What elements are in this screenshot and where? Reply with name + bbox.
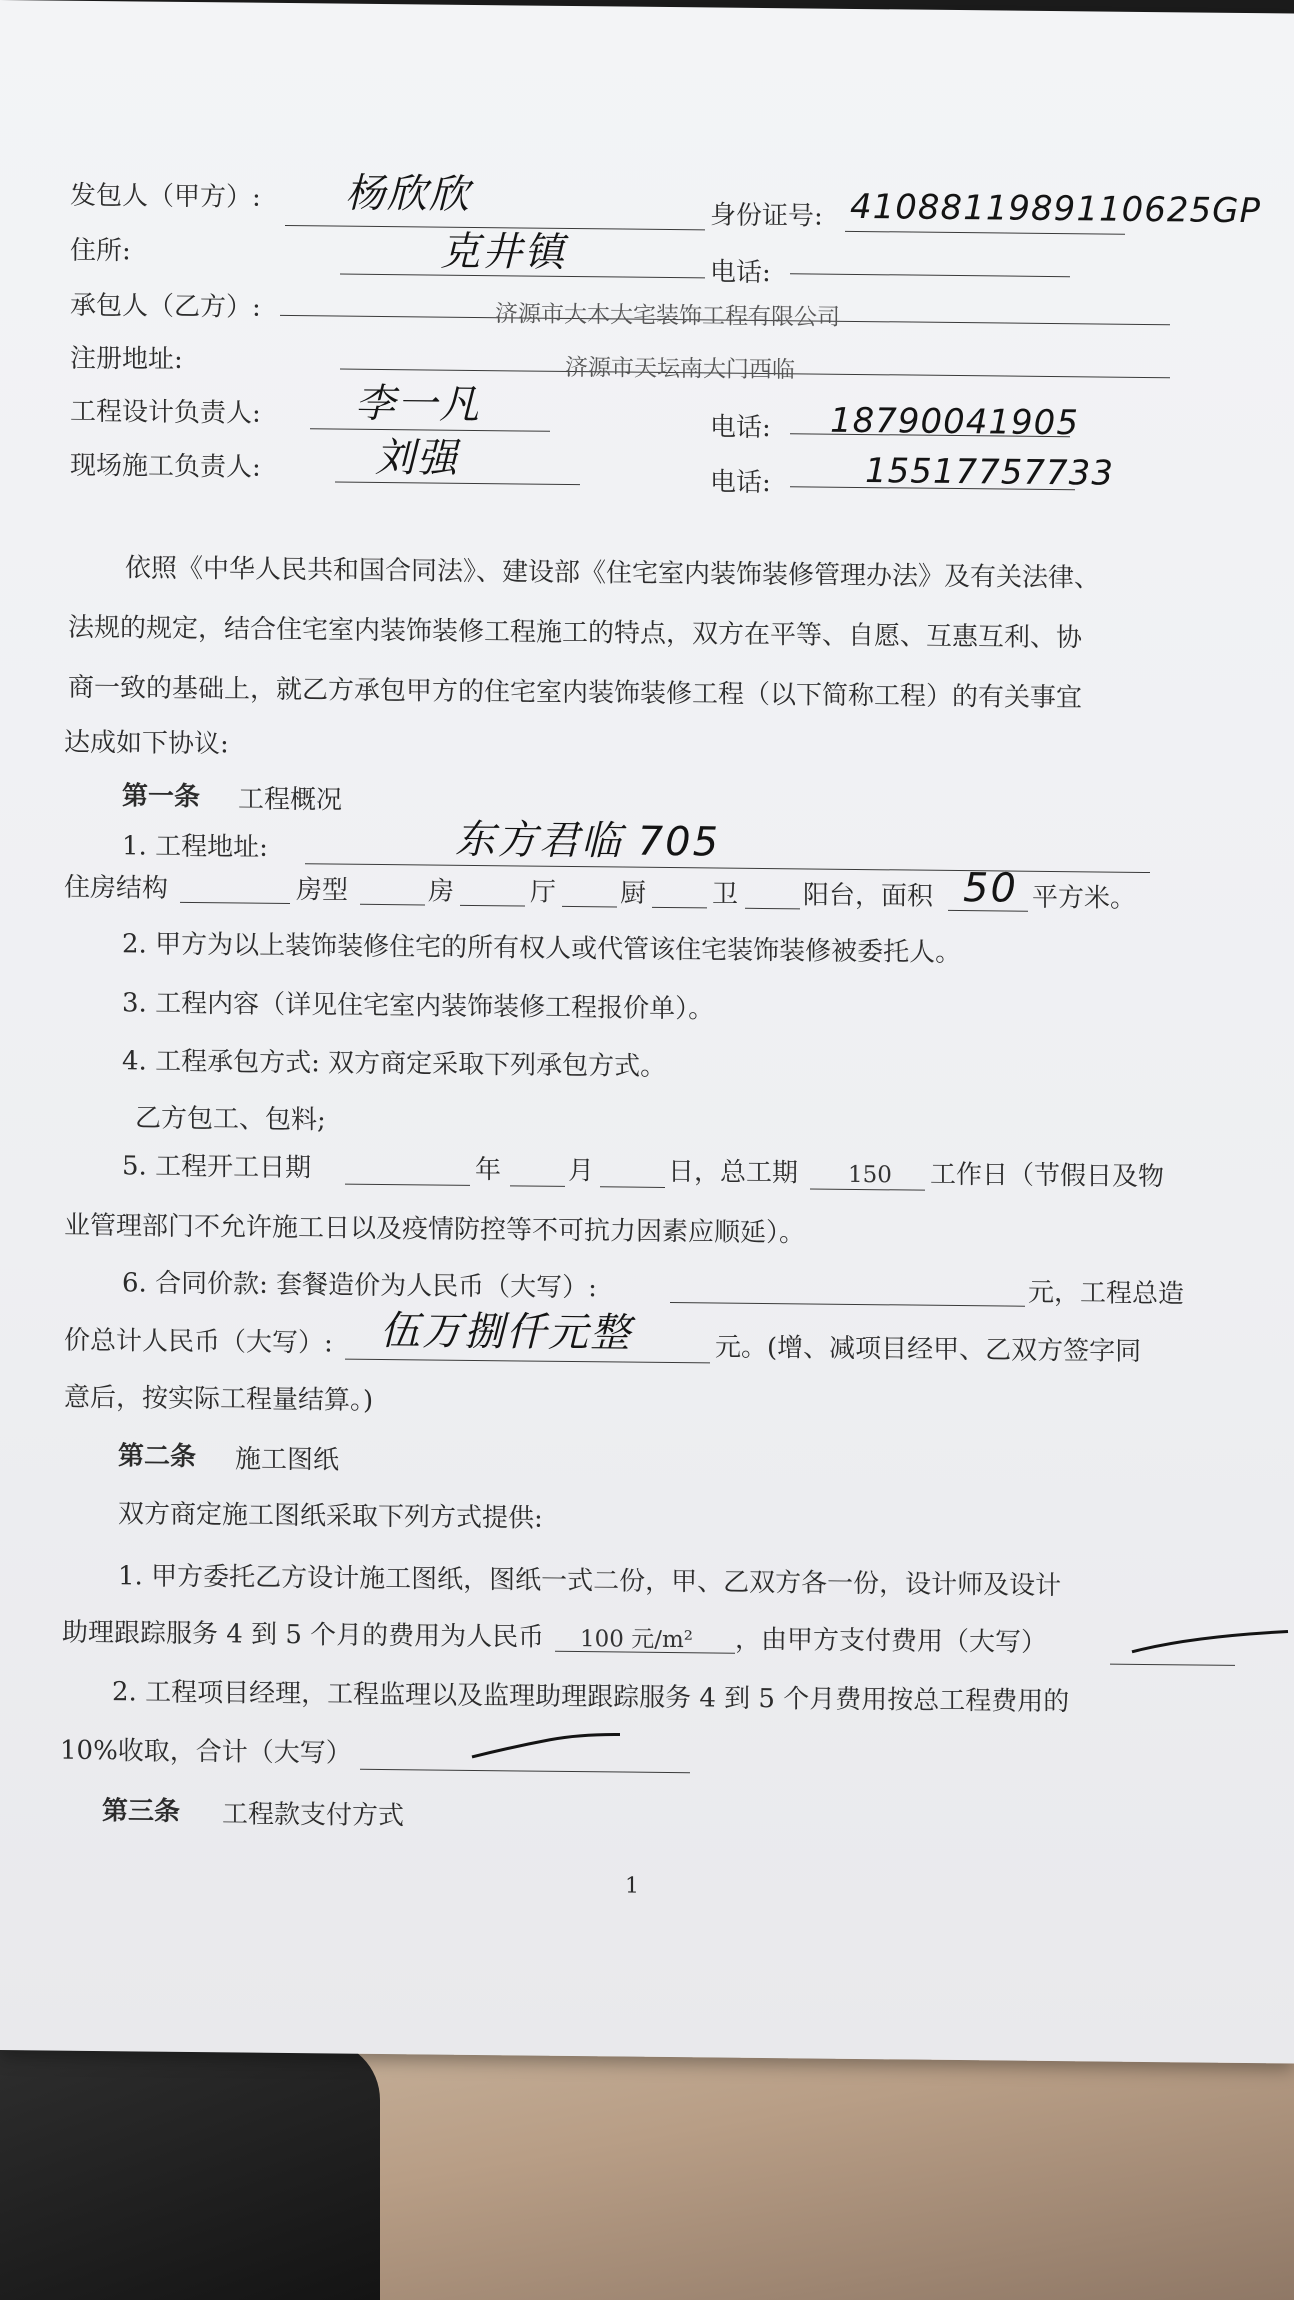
contractor-label: 承包人（乙方）: — [70, 290, 261, 323]
address-value: 克井镇 — [440, 228, 566, 276]
total-price-note: 元。(增、减项目经甲、乙双方签字同 — [715, 1332, 1142, 1367]
area-unit: 平方米。 — [1032, 882, 1137, 914]
site-manager-value: 刘强 — [375, 434, 459, 482]
start-date-label: 5. 工程开工日期 — [122, 1151, 312, 1184]
article2-item2-line2: 10%收取，合计（大写） — [60, 1735, 352, 1769]
intro-line-1: 依照《中华人民共和国合同法》、建设部《住宅室内装饰装修管理办法》及有关法律、 — [125, 553, 1101, 594]
contractor-value: 济源市大木大宅装饰工程有限公司 — [495, 301, 840, 331]
phone-label-3: 电话: — [710, 467, 771, 499]
article1-number: 第一条 — [122, 781, 201, 813]
designer-underline — [310, 428, 550, 432]
article2-intro: 双方商定施工图纸采取下列方式提供: — [118, 1499, 543, 1534]
total-price-underline — [345, 1359, 710, 1364]
structure-blank — [180, 902, 290, 904]
year-label: 年 — [475, 1154, 502, 1186]
article1-title: 工程概况 — [238, 784, 343, 816]
month-label: 月 — [568, 1155, 595, 1187]
design-fee-value: 100 元/m² — [580, 1626, 693, 1654]
hall-label: 厅 — [530, 877, 557, 908]
kitchen-label: 厨 — [620, 878, 647, 909]
article2-number: 第二条 — [118, 1441, 197, 1473]
bath-blank — [745, 908, 800, 910]
project-address-underline — [305, 863, 1150, 873]
area-value: 50 — [963, 865, 1018, 912]
article2-item1-line1: 1. 甲方委托乙方设计施工图纸，图纸一式二份，甲、乙双方各一份，设计师及设计 — [118, 1561, 1062, 1602]
intro-line-2: 法规的规定，结合住宅室内装饰装修工程施工的特点，双方在平等、自愿、互惠互利、协 — [68, 612, 1083, 654]
bath-label: 卫 — [712, 879, 739, 910]
article3-number: 第三条 — [102, 1796, 181, 1827]
designer-label: 工程设计负责人: — [70, 396, 261, 429]
project-address-value: 东方君临 705 — [455, 816, 721, 866]
id-value: 4108811989110625GP — [850, 186, 1261, 232]
workday-note: 工作日（节假日及物 — [930, 1159, 1165, 1193]
article1-item4: 4. 工程承包方式: 双方商定采取下列承包方式。 — [122, 1046, 667, 1082]
year-blank — [345, 1184, 470, 1186]
employer-label: 发包人（甲方）: — [70, 180, 261, 213]
package-price-blank — [670, 1302, 1025, 1307]
start-date-line-2: 业管理部门不允许施工日以及疫情防控等不可抗力因素应顺延）。 — [64, 1210, 806, 1249]
article2-title: 施工图纸 — [235, 1444, 340, 1476]
employer-value: 杨欣欣 — [345, 170, 471, 218]
designer-phone: 18790041905 — [830, 400, 1079, 444]
designer-value: 李一凡 — [355, 380, 481, 429]
reg-address-label: 注册地址: — [70, 343, 183, 375]
article2-item1-line2b: ，由甲方支付费用（大写） — [735, 1624, 1048, 1658]
site-manager-label: 现场施工负责人: — [70, 450, 261, 483]
duration-label: 日，总工期 — [668, 1156, 799, 1189]
room-type-blank — [360, 904, 425, 906]
article1-item3: 3. 工程内容（详见住宅室内装饰装修工程报价单）。 — [122, 988, 715, 1025]
room-label: 房 — [428, 876, 455, 907]
site-manager-phone: 15517757733 — [865, 451, 1114, 494]
article1-item2: 2. 甲方为以上装饰装修住宅的所有权人或代管该住宅装饰装修被委托人。 — [122, 929, 962, 969]
page-number: 1 — [625, 1873, 639, 1899]
background-seat — [0, 2040, 380, 2300]
contract-price-label: 6. 合同价款: 套餐造价为人民币（大写）: — [122, 1268, 597, 1304]
article1-item4-sub: 乙方包工、包料; — [135, 1103, 326, 1136]
address-label: 住所: — [70, 235, 131, 267]
kitchen-blank — [652, 907, 707, 909]
phone-label-2: 电话: — [710, 412, 771, 444]
intro-line-4: 达成如下协议: — [64, 727, 229, 760]
reg-address-value: 济源市天坛南大门西临 — [565, 354, 795, 384]
structure-label: 住房结构 — [64, 872, 169, 904]
contract-price-unit: 元，工程总造 — [1028, 1277, 1185, 1310]
day-blank — [600, 1186, 665, 1188]
site-manager-underline — [335, 482, 580, 486]
phone-underline-1 — [790, 273, 1070, 277]
duration-value: 150 — [848, 1161, 892, 1189]
contract-price-line-3: 意后，按实际工程量结算。) — [64, 1382, 374, 1416]
room-type-label: 房型 — [296, 875, 349, 906]
month-blank — [510, 1185, 565, 1187]
article2-item2-line1: 2. 工程项目经理，工程监理以及监理助理跟踪服务 4 到 5 个月费用按总工程费用的 — [112, 1677, 1070, 1718]
id-underline — [845, 231, 1125, 235]
total-price-value: 伍万捌仟元整 — [380, 1307, 632, 1357]
duration-blank — [810, 1188, 925, 1190]
supervision-fee-blank — [360, 1769, 690, 1773]
article3-title: 工程款支付方式 — [222, 1799, 405, 1832]
id-label: 身份证号: — [710, 200, 823, 232]
intro-line-3: 商一致的基础上，就乙方承包甲方的住宅室内装饰装修工程（以下简称工程）的有关事宜 — [68, 672, 1083, 714]
room-blank — [460, 905, 525, 907]
article2-item1-line2a: 助理跟踪服务 4 到 5 个月的费用为人民币 — [62, 1617, 545, 1653]
design-fee-words-blank — [1110, 1664, 1235, 1666]
balcony-area-label: 阳台，面积 — [803, 880, 934, 912]
project-address-label: 1. 工程地址: — [122, 831, 268, 863]
hall-blank — [562, 906, 617, 908]
design-fee-dash-stroke — [1130, 1622, 1290, 1664]
phone-label-1: 电话: — [710, 257, 771, 289]
total-price-label: 价总计人民币（大写）: — [64, 1325, 333, 1359]
supervision-fee-dash-stroke — [470, 1725, 630, 1767]
